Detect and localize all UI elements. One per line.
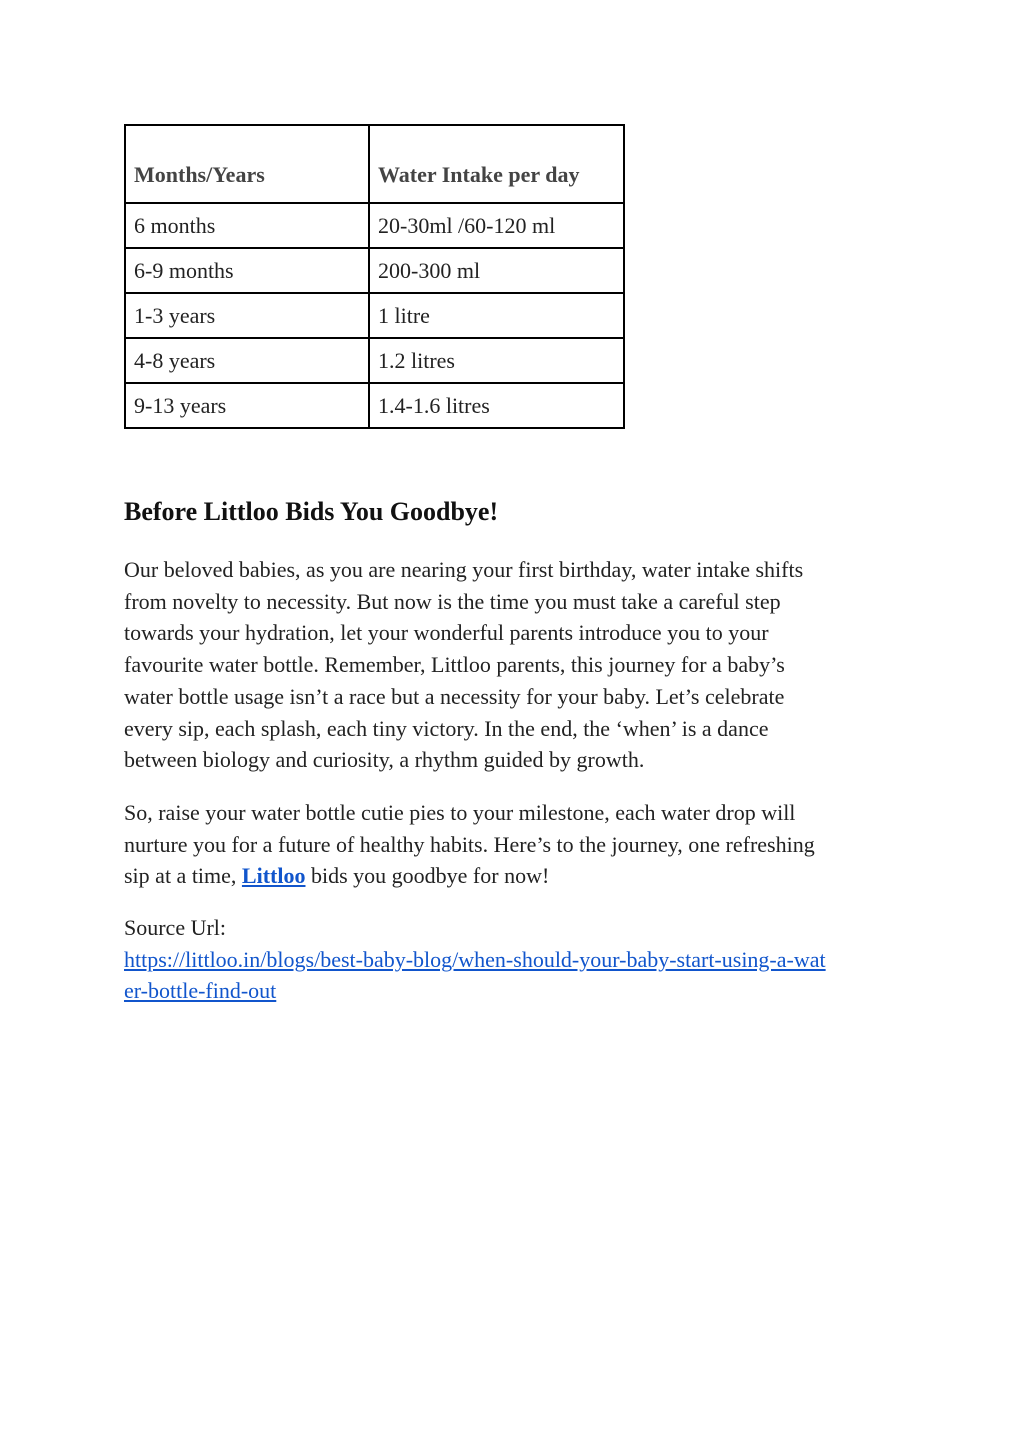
- table-row: [125, 293, 624, 338]
- littloo-link[interactable]: Littloo: [241, 863, 306, 889]
- intake-cell: 20-30ml /60-120 ml: [369, 203, 624, 248]
- table-header-row: [125, 125, 624, 203]
- paragraph-line: [124, 860, 904, 892]
- age-cell: 6 months: [125, 203, 369, 248]
- paragraph-line: Our beloved babies, as you are nearing your first birthday, water intake shifts: [124, 557, 804, 582]
- column-header-age: Months/Years: [125, 125, 369, 203]
- paragraph-line: towards your hydration, let your wonderful parents introduce you to your: [124, 620, 769, 646]
- table-row: [125, 248, 624, 293]
- source-url-link[interactable]: [124, 944, 904, 1007]
- paragraph-text: bids you goodbye for now!: [305, 863, 550, 889]
- paragraph-line: every sip, each splash, each tiny victory. In the end, the ‘when’ is a dance: [124, 715, 769, 741]
- age-cell: 1-3 years: [125, 293, 369, 338]
- water-intake-table: [124, 124, 625, 429]
- intake-cell: 200-300 ml: [369, 248, 624, 293]
- paragraph-text: sip at a time,: [124, 863, 242, 889]
- age-cell: 6-9 months: [125, 248, 369, 293]
- table-row: [125, 203, 624, 248]
- table-row: [125, 338, 624, 383]
- column-header-intake: Water Intake per day: [369, 125, 624, 203]
- intake-cell: 1.4-1.6 litres: [369, 383, 624, 428]
- source-label: Source Url:: [124, 915, 227, 940]
- paragraph-line: nurture you for a future of healthy habits. Here’s to the journey, one refreshing: [124, 831, 815, 857]
- section-heading: Before Littloo Bids You Goodbye!: [124, 497, 499, 526]
- paragraph-goodbye: [124, 554, 904, 776]
- source-block: [124, 912, 904, 1007]
- paragraph-milestone: [124, 797, 904, 892]
- intake-cell: 1 litre: [369, 293, 624, 338]
- age-cell: 9-13 years: [125, 383, 369, 428]
- paragraph-line: favourite water bottle. Remember, Littloo parents, this journey for a baby’s: [124, 652, 785, 678]
- age-cell: 4-8 years: [125, 338, 369, 383]
- paragraph-line: between biology and curiosity, a rhythm guided by growth.: [124, 747, 645, 773]
- paragraph-line: from novelty to necessity. But now is the time you must take a careful step: [124, 588, 781, 614]
- table-row: [125, 383, 624, 428]
- intake-cell: 1.2 litres: [369, 338, 624, 383]
- paragraph-line: So, raise your water bottle cutie pies to your milestone, each water drop will: [124, 800, 796, 825]
- paragraph-line: water bottle usage isn’t a race but a necessity for your baby. Let’s celebrate: [124, 683, 785, 709]
- source-url-line: er-bottle-find-out: [124, 978, 277, 1004]
- source-url-line: https://littloo.in/blogs/best-baby-blog/when-should-your-baby-start-using-a-wat: [124, 946, 826, 972]
